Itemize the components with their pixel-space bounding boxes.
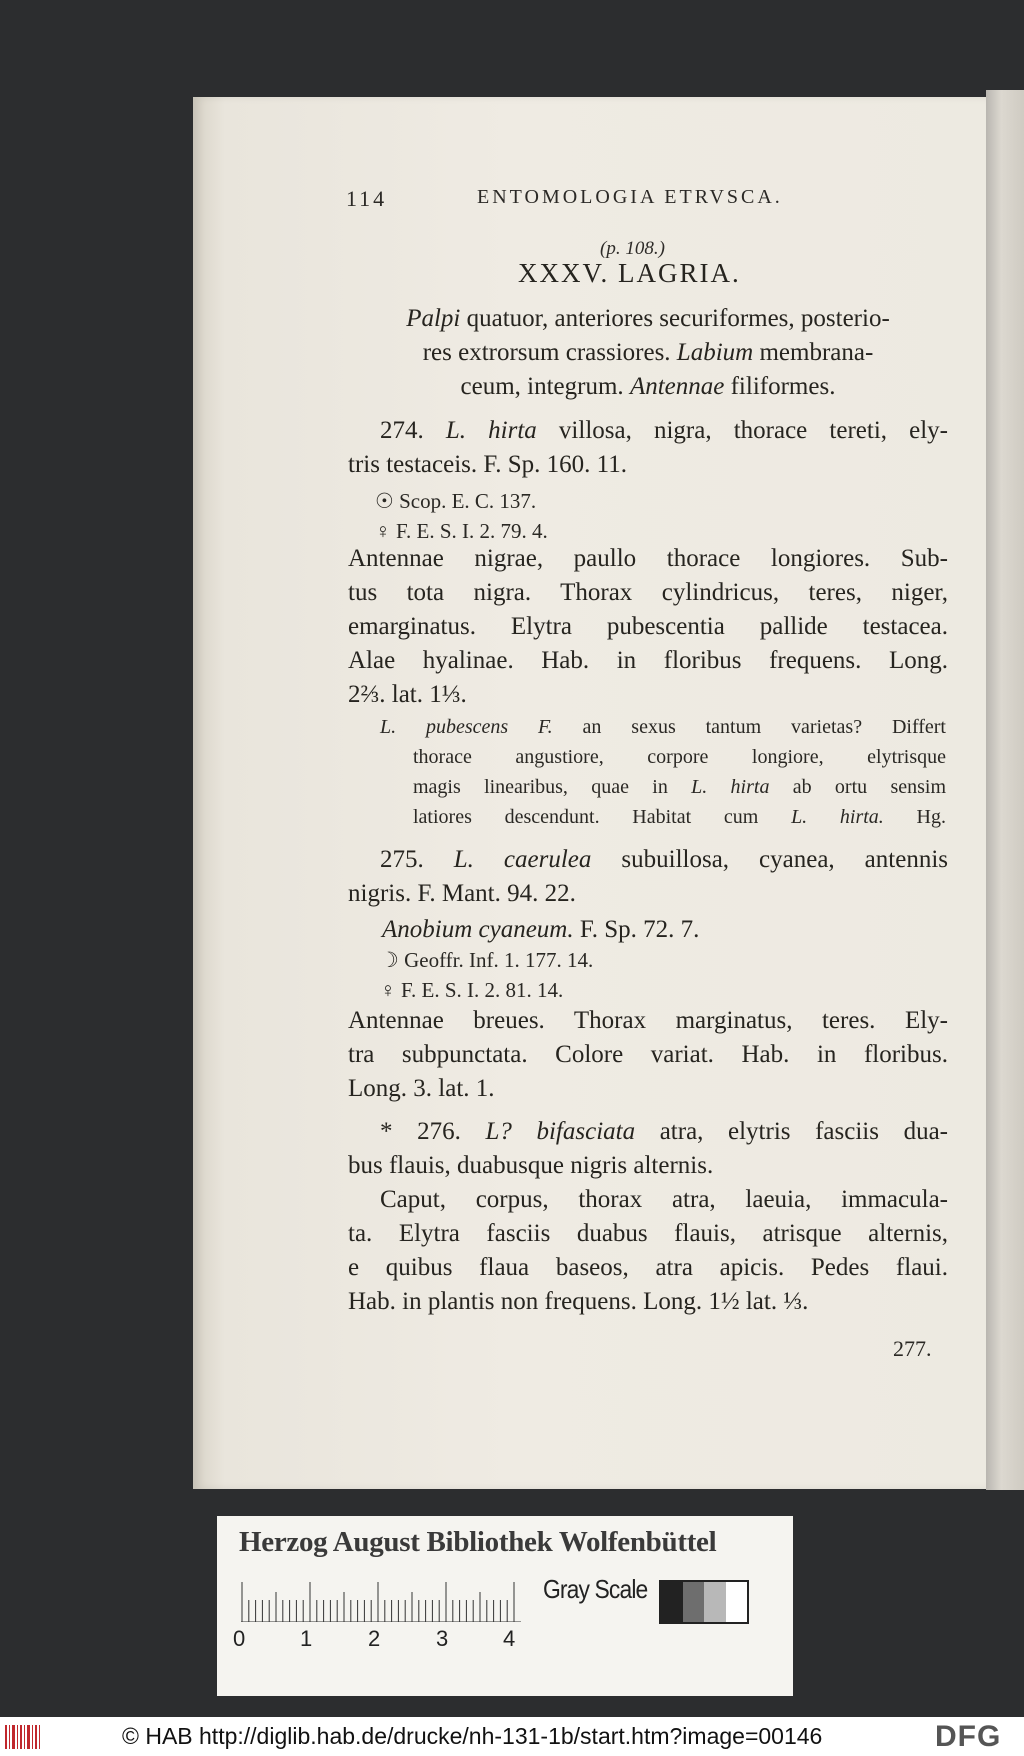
catchword: 277.: [893, 1336, 932, 1361]
genus-line-2: res extrorsum crassiores. Labium membrana-: [422, 339, 874, 366]
species-276-heading: * 276. L? bifasciata atra, elytris fasciis dua- bus flauis, duabusque nigris alternis.: [348, 1118, 949, 1179]
dfg-logo: DFG: [935, 1720, 1002, 1753]
source-url[interactable]: © HAB http://diglib.hab.de/drucke/nh-131-1b/start.htm?image=00146: [122, 1723, 823, 1749]
library-name: Herzog August Bibliothek Wolfenbüttel: [239, 1526, 717, 1558]
genus-heading: XXXV. LAGRIA.: [518, 258, 741, 288]
ruler-number: 2: [368, 1626, 381, 1651]
page-reference: (p. 108.): [600, 238, 665, 259]
library-label-card: [217, 1516, 793, 1696]
species-274-heading: 274. L. hirta villosa, nigra, thorace tereti, ely- tris testaceis. F. Sp. 160. 11.: [348, 417, 949, 478]
species-274-note: L. pubescens F. an sexus tantum varietas? Differt thorace angustiore, corpore longiore, elytrisque magis linearibus, quae in L. hirta ab ortu sensim latiores descendunt. Habitat cum L. hirta. Hg.: [380, 716, 947, 828]
genus-line-3: ceum, integrum. Antennae filiformes.: [460, 373, 836, 400]
gray-scale-swatch: [659, 1580, 749, 1624]
species-275-synonym: Anobium cyaneum. F. Sp. 72. 7.: [382, 916, 700, 943]
species-275-refs: ☽ Geoffr. Inf. 1. 177. 14. ♀ F. E. S. I. 2. 81. 14.: [380, 948, 594, 1002]
species-275-description: Antennae breues. Thorax marginatus, teres. Ely- tra subpunctata. Colore variat. Hab. in floribus. Long. 3. lat. 1.: [348, 1007, 948, 1102]
ruler-number: 3: [436, 1626, 449, 1651]
genus-description: [348, 302, 948, 404]
species-274-description: Antennae nigrae, paullo thorace longiores. Sub- tus tota nigra. Thorax cylindricus, teres, niger, emarginatus. Elytra pubescentia pallide testacea. Alae hyalinae. Hab. in floribus frequens. Long. 2⅔. lat. 1⅓.: [348, 545, 948, 708]
ruler-number: 4: [503, 1626, 516, 1651]
page-edge: [986, 90, 1024, 1490]
gray-scale-label: Gray Scale: [543, 1574, 648, 1604]
page-number: 114: [346, 186, 388, 211]
ruler-icon: [241, 1576, 521, 1622]
species-276-description: Caput, corpus, thorax atra, laeuia, immacula- ta. Elytra fasciis duabus flauis, atrisque alternis, e quibus flaua baseos, atra apicis. Pedes flaui. Hab. in plantis non frequens. Long. 1½ lat. ⅓.: [348, 1186, 948, 1315]
running-title: ENTOMOLOGIA ETRVSCA.: [477, 186, 783, 208]
ruler-number: 0: [233, 1626, 246, 1651]
species-275-heading: 275. L. caerulea subuillosa, cyanea, antennis nigris. F. Mant. 94. 22.: [348, 846, 948, 907]
barcode-icon: [4, 1723, 44, 1751]
species-274-refs: ☉ Scop. E. C. 137. ♀ F. E. S. I. 2. 79. 4.: [375, 489, 548, 543]
ruler-number: 1: [300, 1626, 313, 1651]
footer-bar: [0, 1717, 1024, 1756]
running-head: [342, 186, 842, 216]
genus-line-1: Palpi quatuor, anteriores securiformes, posterio-: [406, 305, 890, 332]
